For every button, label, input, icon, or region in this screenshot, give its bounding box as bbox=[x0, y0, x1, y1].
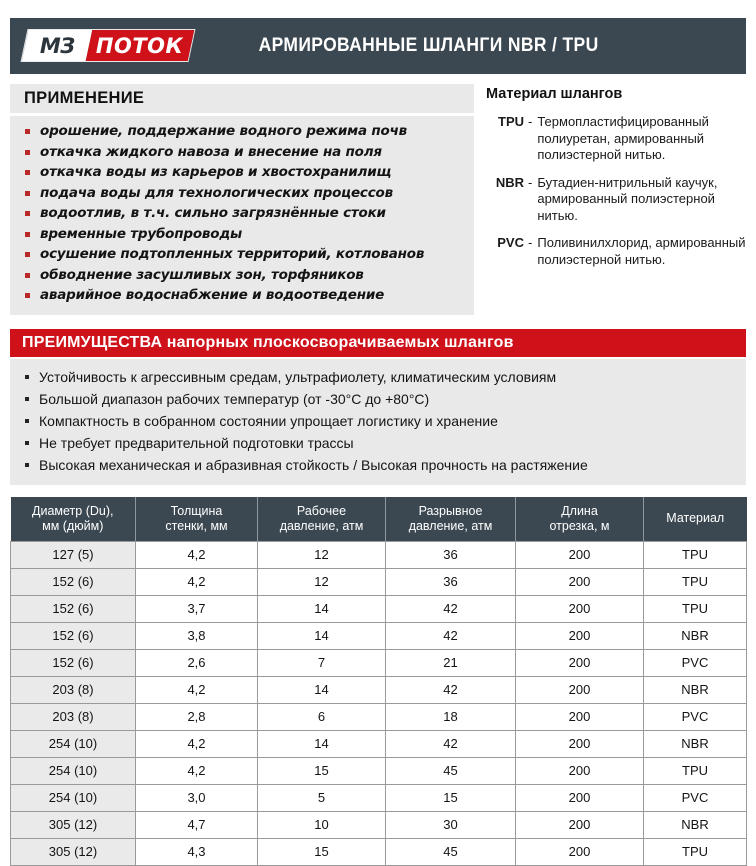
advantages-body bbox=[10, 357, 746, 485]
bullet-square-icon bbox=[25, 273, 30, 278]
bullet-square-icon bbox=[25, 191, 30, 196]
bullet-square-icon bbox=[25, 232, 30, 237]
table-row bbox=[11, 541, 747, 568]
list-item bbox=[24, 285, 474, 306]
header-line-1: Длина bbox=[561, 503, 598, 518]
cell-thickness: 4,2 bbox=[136, 568, 258, 595]
table-row bbox=[11, 838, 747, 865]
list-item-label: временные трубопроводы bbox=[40, 225, 243, 242]
cell-working-pressure: 14 bbox=[258, 622, 386, 649]
cell-working-pressure: 14 bbox=[258, 730, 386, 757]
cell-diameter: 305 (12) bbox=[11, 838, 136, 865]
cell-thickness: 4,2 bbox=[136, 757, 258, 784]
product-datasheet-page bbox=[0, 18, 756, 859]
header-line-2: давление, атм bbox=[408, 518, 493, 533]
column-header-material bbox=[644, 497, 747, 542]
cell-material: NBR bbox=[644, 622, 747, 649]
cell-thickness: 4,3 bbox=[136, 838, 258, 865]
application-body bbox=[10, 113, 474, 315]
cell-material: NBR bbox=[644, 730, 747, 757]
cell-burst-pressure: 36 bbox=[386, 541, 516, 568]
advantages-list bbox=[24, 366, 746, 476]
bullet-square-icon bbox=[25, 211, 30, 216]
bullet-square-icon bbox=[25, 397, 29, 401]
spec-table-body bbox=[11, 541, 747, 865]
list-item-label: Устойчивость к агрессивным средам, ультрафиолету, климатическим условиям bbox=[39, 368, 557, 385]
cell-material: PVC bbox=[644, 649, 747, 676]
header-line-2: отрезка, м bbox=[549, 518, 610, 533]
application-panel bbox=[10, 84, 474, 315]
bullet-square-icon bbox=[25, 441, 29, 445]
list-item bbox=[24, 203, 474, 224]
cell-burst-pressure: 21 bbox=[386, 649, 516, 676]
materials-panel bbox=[474, 84, 746, 279]
cell-material: PVC bbox=[644, 784, 747, 811]
cell-burst-pressure: 45 bbox=[386, 838, 516, 865]
material-abbr: TPU bbox=[498, 114, 524, 129]
cell-working-pressure: 14 bbox=[258, 595, 386, 622]
list-item-label: осушение подтопленных территорий, котлованов bbox=[40, 246, 425, 262]
table-row bbox=[11, 649, 747, 676]
table-row bbox=[11, 595, 747, 622]
list-item bbox=[24, 265, 474, 286]
table-header-row bbox=[11, 497, 747, 542]
materials-title: Материал шлангов bbox=[486, 86, 623, 102]
cell-working-pressure: 15 bbox=[258, 757, 386, 784]
cell-length: 200 bbox=[516, 757, 644, 784]
list-item-label: водоотлив, в т.ч. сильно загрязнённые стоки bbox=[40, 205, 386, 221]
cell-burst-pressure: 15 bbox=[386, 784, 516, 811]
cell-thickness: 4,7 bbox=[136, 811, 258, 838]
header-line-1: Материал bbox=[666, 511, 725, 525]
cell-diameter: 152 (6) bbox=[11, 622, 136, 649]
table-row bbox=[11, 703, 747, 730]
material-entry-pvc bbox=[486, 235, 746, 268]
cell-length: 200 bbox=[516, 730, 644, 757]
material-dash: - bbox=[528, 235, 533, 250]
list-item-label: подача воды для технологических процессов bbox=[40, 184, 393, 201]
list-item bbox=[24, 162, 474, 183]
cell-thickness: 2,8 bbox=[136, 703, 258, 730]
list-item bbox=[24, 454, 746, 476]
cell-working-pressure: 12 bbox=[258, 541, 386, 568]
cell-material: TPU bbox=[644, 568, 747, 595]
bullet-square-icon bbox=[25, 252, 30, 257]
cell-working-pressure: 15 bbox=[258, 838, 386, 865]
list-item-label: аварийное водоснабжение и водоотведение bbox=[40, 287, 385, 303]
spec-table bbox=[10, 497, 747, 866]
list-item-label: Большой диапазон рабочих температур (от -30°С до +80°С) bbox=[39, 390, 430, 407]
cell-length: 200 bbox=[516, 649, 644, 676]
cell-diameter: 152 (6) bbox=[11, 568, 136, 595]
application-title: ПРИМЕНЕНИЕ bbox=[10, 84, 474, 113]
logo-left-block bbox=[22, 30, 93, 61]
logo-right-block bbox=[86, 30, 195, 61]
list-item bbox=[24, 366, 746, 388]
list-item-label: Высокая механическая и абразивная стойкость / Высокая прочность на растяжение bbox=[39, 456, 588, 473]
list-item-label: откачка воды из карьеров и хвостохранилищ bbox=[40, 164, 392, 180]
cell-length: 200 bbox=[516, 703, 644, 730]
cell-material: PVC bbox=[644, 703, 747, 730]
bullet-square-icon bbox=[25, 419, 29, 423]
cell-material: TPU bbox=[644, 595, 747, 622]
cell-material: NBR bbox=[644, 676, 747, 703]
cell-diameter: 254 (10) bbox=[11, 784, 136, 811]
material-dash: - bbox=[528, 114, 533, 129]
cell-thickness: 4,2 bbox=[136, 676, 258, 703]
list-item-label: откачка жидкого навоза и внесение на поля bbox=[40, 143, 382, 160]
header-line-1: Диаметр (Du), bbox=[32, 503, 114, 518]
cell-thickness: 3,8 bbox=[136, 622, 258, 649]
column-header-burst-pressure bbox=[386, 497, 516, 542]
cell-working-pressure: 10 bbox=[258, 811, 386, 838]
material-entry-tpu bbox=[486, 114, 746, 164]
cell-burst-pressure: 42 bbox=[386, 730, 516, 757]
cell-diameter: 152 (6) bbox=[11, 649, 136, 676]
cell-working-pressure: 7 bbox=[258, 649, 386, 676]
cell-working-pressure: 12 bbox=[258, 568, 386, 595]
table-row bbox=[11, 676, 747, 703]
list-item bbox=[24, 388, 746, 410]
logo-shape bbox=[20, 29, 195, 62]
list-item bbox=[24, 224, 474, 245]
header-line-2: стенки, мм bbox=[165, 518, 228, 533]
bullet-square-icon bbox=[25, 463, 29, 467]
table-row bbox=[11, 784, 747, 811]
info-section bbox=[10, 84, 746, 315]
cell-working-pressure: 14 bbox=[258, 676, 386, 703]
header-line-1: Разрывное bbox=[418, 503, 483, 518]
logo-right-text: ПОТОК bbox=[96, 33, 184, 58]
cell-material: TPU bbox=[644, 838, 747, 865]
cell-burst-pressure: 42 bbox=[386, 676, 516, 703]
cell-diameter: 203 (8) bbox=[11, 676, 136, 703]
application-list bbox=[24, 121, 474, 306]
cell-length: 200 bbox=[516, 568, 644, 595]
cell-burst-pressure: 30 bbox=[386, 811, 516, 838]
cell-length: 200 bbox=[516, 838, 644, 865]
cell-material: TPU bbox=[644, 541, 747, 568]
list-item bbox=[24, 183, 474, 204]
table-row bbox=[11, 811, 747, 838]
cell-burst-pressure: 45 bbox=[386, 757, 516, 784]
cell-material: TPU bbox=[644, 757, 747, 784]
cell-diameter: 203 (8) bbox=[11, 703, 136, 730]
cell-diameter: 254 (10) bbox=[11, 757, 136, 784]
table-row bbox=[11, 622, 747, 649]
list-item bbox=[24, 410, 746, 432]
material-description: Бутадиен-нитрильный каучук, армированный полиэстерной нитью. bbox=[537, 174, 718, 223]
advantages-section bbox=[10, 329, 746, 485]
cell-working-pressure: 6 bbox=[258, 703, 386, 730]
header-line-2: мм (дюйм) bbox=[42, 518, 104, 533]
advantages-banner-strong: ПРЕИМУЩЕСТВА bbox=[22, 333, 163, 351]
list-item bbox=[24, 432, 746, 454]
cell-working-pressure: 5 bbox=[258, 784, 386, 811]
material-description: Поливинилхлорид, армированный полиэстерной нитью. bbox=[537, 235, 746, 267]
cell-diameter: 305 (12) bbox=[11, 811, 136, 838]
material-abbr: NBR bbox=[495, 174, 524, 190]
cell-length: 200 bbox=[516, 811, 644, 838]
list-item bbox=[24, 142, 474, 163]
column-header-wall-thickness bbox=[136, 497, 258, 542]
cell-thickness: 2,6 bbox=[136, 649, 258, 676]
cell-thickness: 3,7 bbox=[136, 595, 258, 622]
list-item bbox=[24, 121, 474, 142]
cell-length: 200 bbox=[516, 784, 644, 811]
table-row bbox=[11, 568, 747, 595]
bullet-square-icon bbox=[25, 375, 29, 379]
cell-thickness: 4,2 bbox=[136, 541, 258, 568]
company-logo[interactable] bbox=[24, 29, 194, 63]
list-item-label: Компактность в собранном состоянии упрощает логистику и хранение bbox=[39, 412, 498, 429]
cell-length: 200 bbox=[516, 676, 644, 703]
logo-left-text: МЗ bbox=[39, 33, 75, 58]
table-row bbox=[11, 757, 747, 784]
cell-length: 200 bbox=[516, 595, 644, 622]
header-line-1: Толщина bbox=[170, 503, 223, 518]
cell-diameter: 127 (5) bbox=[11, 541, 136, 568]
cell-diameter: 152 (6) bbox=[11, 595, 136, 622]
material-entry-nbr bbox=[486, 175, 746, 225]
spec-table-wrap bbox=[10, 497, 746, 866]
cell-diameter: 254 (10) bbox=[11, 730, 136, 757]
column-header-diameter bbox=[11, 497, 136, 542]
material-dash: - bbox=[528, 174, 533, 190]
header-line-1: Рабочее bbox=[296, 503, 347, 518]
table-row bbox=[11, 730, 747, 757]
column-header-working-pressure bbox=[258, 497, 386, 542]
list-item-label: Не требует предварительной подготовки трассы bbox=[39, 434, 354, 451]
page-header bbox=[10, 18, 746, 74]
bullet-square-icon bbox=[25, 170, 30, 175]
cell-burst-pressure: 42 bbox=[386, 622, 516, 649]
list-item-label: обводнение засушливых зон, торфяников bbox=[40, 266, 364, 283]
cell-length: 200 bbox=[516, 541, 644, 568]
advantages-banner bbox=[10, 329, 746, 357]
cell-burst-pressure: 18 bbox=[386, 703, 516, 730]
cell-thickness: 4,2 bbox=[136, 730, 258, 757]
advantages-banner-rest: напорных плоскосворачиваемых шлангов bbox=[166, 333, 514, 351]
column-header-length bbox=[516, 497, 644, 542]
material-abbr: PVC bbox=[497, 235, 524, 250]
bullet-square-icon bbox=[25, 129, 30, 134]
cell-burst-pressure: 42 bbox=[386, 595, 516, 622]
cell-material: NBR bbox=[644, 811, 747, 838]
list-item bbox=[24, 244, 474, 265]
cell-length: 200 bbox=[516, 622, 644, 649]
bullet-square-icon bbox=[25, 293, 30, 298]
cell-burst-pressure: 36 bbox=[386, 568, 516, 595]
material-description: Термопластифицированный полиуретан, армированный полиэстерной нитью. bbox=[537, 114, 709, 162]
cell-thickness: 3,0 bbox=[136, 784, 258, 811]
list-item-label: орошение, поддержание водного режима почв bbox=[40, 123, 408, 139]
header-line-2: давление, атм bbox=[279, 518, 364, 533]
bullet-square-icon bbox=[25, 150, 30, 155]
page-title: АРМИРОВАННЫЕ ШЛАНГИ NBR / TPU bbox=[258, 35, 599, 56]
